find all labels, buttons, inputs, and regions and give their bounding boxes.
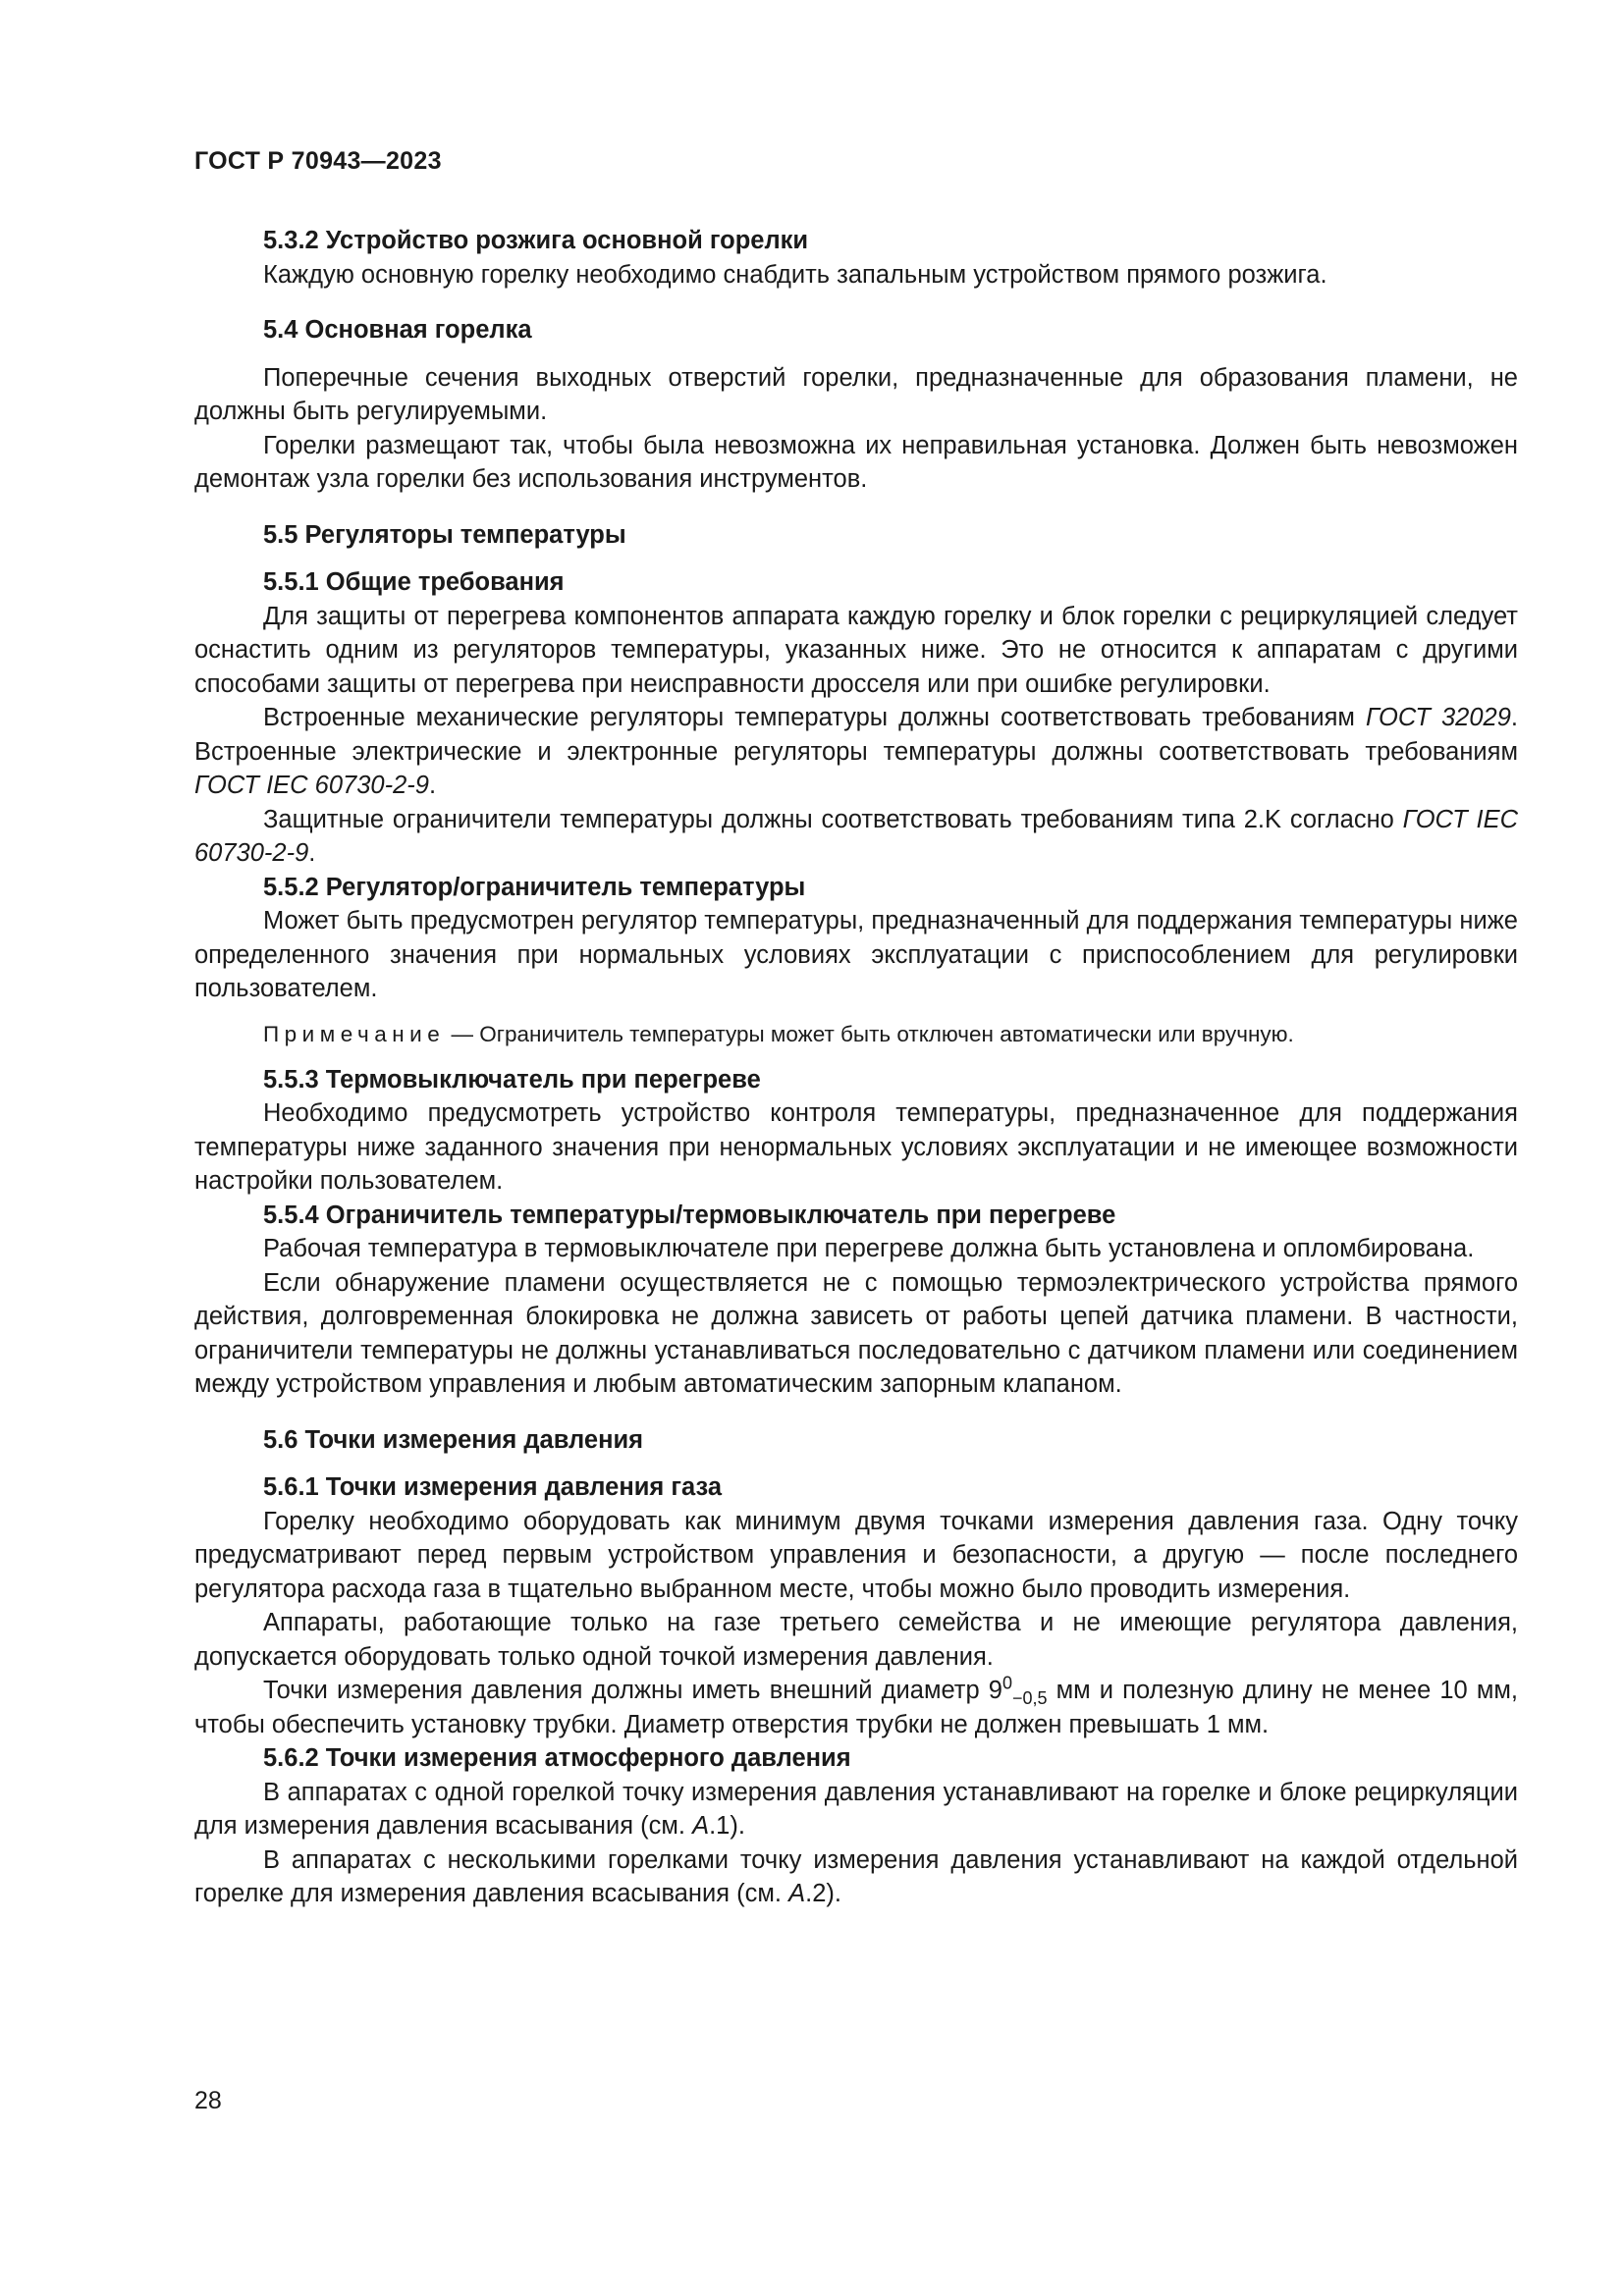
paragraph: В аппаратах с одной горелкой точку измерения давления устанавливают на горелке и блоке рециркуляции для измерения давления всасывания (см. А.1). <box>194 1778 1518 1840</box>
paragraph: Рабочая температура в термовыключателе при перегреве должна быть установлена и опломбирована. <box>263 1235 1475 1262</box>
standard-reference: ГОСТ IEC 60730-2-9 <box>194 772 429 799</box>
heading-5-6: 5.6 Точки измерения давления <box>263 1425 644 1454</box>
paragraph: Аппараты, работающие только на газе третьего семейства и не имеющие регулятора давления, допускается оборудовать только одной точкой измерения давления. <box>194 1609 1518 1671</box>
annex-reference: А <box>692 1812 710 1840</box>
paragraph: Встроенные механические регуляторы температуры должны соответствовать требованиям ГОСТ 32029. Встроенные электрические и электронные регуляторы температуры должны соответствовать требованиям ГОСТ IEC 60730-2-9. <box>194 704 1519 799</box>
note-text: — Ограничитель температуры может быть отключен автоматически или вручную. <box>445 1021 1294 1046</box>
page-number: 28 <box>194 2087 222 2114</box>
tolerance-upper: 0 <box>1001 1673 1012 1693</box>
paragraph: Для защиты от перегрева компонентов аппарата каждую горелку и блок горелки с рециркуляцией следует оснастить одним из регуляторов температуры, указанных ниже. Это не относится к аппаратам с другими способами защиты от перегрева при неисправности дросселя или при ошибке регулировки. <box>194 602 1518 698</box>
note-label: Примечание <box>263 1021 446 1046</box>
paragraph: Поперечные сечения выходных отверстий горелки, предназначенные для образования пламени, не должны быть регулируемыми. <box>194 363 1518 425</box>
paragraph: В аппаратах с несколькими горелками точку измерения давления устанавливают на каждой отдельной горелке для измерения давления всасывания (см. А.2). <box>194 1845 1518 1907</box>
paragraph: Если обнаружение пламени осуществляется не с помощью термоэлектрического устройства прямого действия, долговременная блокировка не должна зависеть от работы цепей датчика пламени. В частности, ограничители температуры не должны устанавливаться последовательно с датчиком пламени или соединением между устройством управления и любым автоматическим запорным клапаном. <box>194 1268 1518 1398</box>
paragraph: Необходимо предусмотреть устройство контроля температуры, предназначенное для поддержания температуры ниже заданного значения при ненормальных условиях эксплуатации и не имеющее возможности настройки пользователем. <box>194 1099 1518 1195</box>
standard-reference: ГОСТ IEC 60730-2-9 <box>194 805 1518 867</box>
tolerance-lower: −0,5 <box>1011 1688 1048 1709</box>
heading-5-5-2: 5.5.2 Регулятор/ограничитель температуры <box>263 873 806 901</box>
heading-5-5-1: 5.5.1 Общие требования <box>263 568 565 596</box>
heading-5-3-2: 5.3.2 Устройство розжига основной горелки <box>263 227 809 254</box>
heading-5-5-3: 5.5.3 Термовыключатель при перегреве <box>263 1065 761 1094</box>
paragraph: Горелку необходимо оборудовать как минимум двумя точками измерения давления газа. Одну точку предусматривают перед первым устройством управления и безопасности, а другую — после последнего регулятора расхода газа в тщательно выбранном месте, чтобы можно было проводить измерения. <box>194 1507 1518 1603</box>
paragraph: Каждую основную горелку необходимо снабдить запальным устройством прямого розжига. <box>263 260 1327 289</box>
paragraph: Горелки размещают так, чтобы была невозможна их неправильная установка. Должен быть невозможен демонтаж узла горелки без использования инструментов. <box>194 431 1518 493</box>
heading-5-5-4: 5.5.4 Ограничитель температуры/термовыключатель при перегреве <box>263 1201 1116 1229</box>
standard-reference: ГОСТ 32029 <box>1365 704 1511 731</box>
annex-reference: А <box>788 1880 806 1907</box>
paragraph: Может быть предусмотрен регулятор температуры, предназначенный для поддержания температуры ниже определенного значения при нормальных условиях эксплуатации с приспособлением для регулировки пользователем. <box>194 907 1518 1002</box>
note <box>194 1020 1518 1049</box>
heading-5-6-2: 5.6.2 Точки измерения атмосферного давления <box>263 1744 851 1772</box>
paragraph: Защитные ограничители температуры должны соответствовать требованиям типа 2.K согласно ГОСТ IEC 60730-2-9. <box>194 805 1518 867</box>
heading-5-4: 5.4 Основная горелка <box>263 316 532 344</box>
heading-5-5: 5.5 Регуляторы температуры <box>263 520 626 549</box>
heading-5-6-1: 5.6.1 Точки измерения давления газа <box>263 1473 723 1501</box>
document-body <box>194 224 1518 1911</box>
document-code-header: ГОСТ Р 70943—2023 <box>194 147 442 175</box>
paragraph: Точки измерения давления должны иметь внешний диаметр $9^0_{-0,5}$ мм и полезную длину не менее 10 мм, чтобы обеспечить установку трубки. Диаметр отверстия трубки не должен превышать 1 мм. <box>194 1673 1518 1738</box>
